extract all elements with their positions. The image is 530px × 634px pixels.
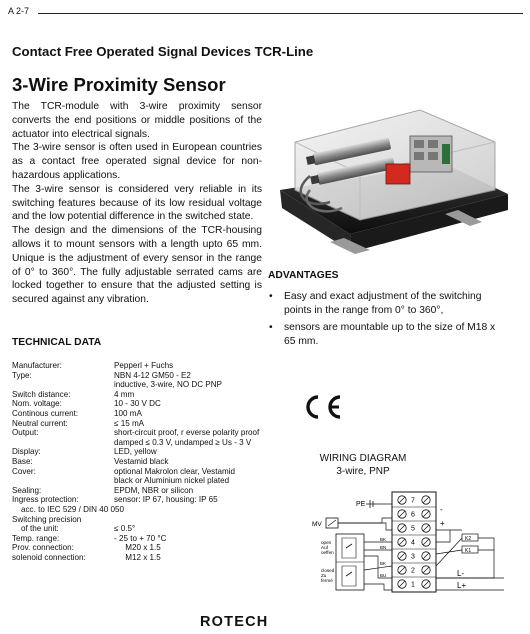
spec-label: acc. to IEC 529 / DIN 40 050 bbox=[12, 504, 125, 514]
spec-label: Display: bbox=[12, 447, 41, 457]
label-auf: Auf bbox=[321, 545, 328, 550]
supply-l-minus: L- bbox=[457, 569, 465, 578]
spec-value: LED, yellow bbox=[114, 447, 157, 457]
wiring-subtitle: 3-wire, PNP bbox=[336, 466, 390, 477]
pe-label: PE bbox=[356, 501, 366, 508]
spec-row bbox=[12, 467, 292, 477]
spec-value: sensor: IP 67, housing: IP 65 bbox=[114, 495, 218, 505]
terminal-number: 6 bbox=[411, 511, 415, 519]
spec-label: Prov. connection: bbox=[12, 543, 74, 553]
spec-row bbox=[12, 361, 292, 371]
technical-data-title: TECHNICAL DATA bbox=[12, 337, 102, 348]
footer-logo: ROTECH bbox=[200, 614, 269, 630]
spec-row bbox=[12, 428, 292, 438]
plus-sign: + bbox=[440, 519, 445, 528]
wire-bk-1: BK bbox=[380, 537, 387, 542]
advantage-text: Easy and exact adjustment of the switching points in the range from 0° to 360°, bbox=[284, 291, 482, 316]
intro-text bbox=[12, 100, 262, 307]
spec-label: Nom. voltage: bbox=[12, 399, 62, 409]
spec-value bbox=[114, 515, 292, 525]
page-title: 3-Wire Proximity Sensor bbox=[12, 74, 226, 95]
spec-row bbox=[12, 476, 292, 486]
spec-label: Ingress protection: bbox=[12, 495, 79, 505]
spec-row bbox=[12, 543, 292, 553]
spec-value: inductive, 3-wire, NO DC PNP bbox=[114, 380, 222, 390]
spec-value: NBN 4-12 GM50 - E2 bbox=[114, 370, 191, 380]
spec-row bbox=[12, 524, 292, 534]
spec-label: Temp. range: bbox=[12, 533, 60, 543]
spec-label: Type: bbox=[12, 370, 32, 380]
spec-value: 10 - 30 V DC bbox=[114, 399, 161, 409]
spec-value: black or Aluminium nickel plated bbox=[114, 476, 230, 486]
bullet-icon: • bbox=[269, 291, 273, 302]
spec-row bbox=[12, 419, 292, 429]
spec-row bbox=[12, 409, 292, 419]
relay-k1: K1 bbox=[465, 548, 472, 554]
label-oeffen: oeffen bbox=[321, 550, 334, 555]
spec-label: Manufacturer: bbox=[12, 361, 62, 370]
spec-value: Pepperl + Fuchs bbox=[114, 361, 174, 370]
terminal-number: 4 bbox=[411, 539, 415, 547]
spec-value: ≤ 15 mA bbox=[114, 418, 145, 428]
label-closed: closed bbox=[321, 568, 335, 573]
spec-row bbox=[12, 505, 292, 515]
spec-value: ≤ 0.5° bbox=[114, 524, 136, 534]
wire-bu: BU bbox=[380, 573, 387, 578]
top-rule bbox=[38, 13, 523, 14]
spec-label: Cover: bbox=[12, 466, 36, 476]
spec-label: Base: bbox=[12, 456, 33, 466]
spec-row bbox=[12, 534, 292, 544]
spec-value: M12 x 1.5 bbox=[114, 552, 161, 562]
spec-value: EPDM, NBR or silicon bbox=[114, 485, 194, 495]
bullet-icon: • bbox=[269, 322, 273, 333]
spec-row bbox=[12, 390, 292, 400]
spec-label: of the unit: bbox=[12, 524, 59, 534]
list-item bbox=[268, 290, 508, 318]
spec-label: Sealing: bbox=[12, 485, 42, 495]
spec-label: Switching precision bbox=[12, 514, 82, 524]
wire-bn: BN bbox=[380, 545, 387, 550]
advantages-title: ADVANTAGES bbox=[268, 270, 339, 281]
intro-paragraph: The 3-wire sensor is often used in European countries as a contact free operated signal device for non-hazardous applications. bbox=[12, 142, 262, 181]
minus-sign: - bbox=[440, 505, 443, 514]
spec-row bbox=[12, 495, 292, 505]
terminal-number: 2 bbox=[411, 567, 415, 575]
intro-paragraph: The TCR-module with 3-wire proximity sensor converts the end positions or middle positions of the actuator into electrical signals. bbox=[12, 101, 262, 140]
spec-label: Continous current: bbox=[12, 408, 79, 418]
label-open: open bbox=[321, 540, 332, 545]
wire-bk-2: BK bbox=[380, 561, 387, 566]
spec-row bbox=[12, 438, 292, 448]
section-heading: Contact Free Operated Signal Devices TCR-Line bbox=[12, 44, 314, 59]
spec-row bbox=[12, 447, 292, 457]
spec-label: Output: bbox=[12, 428, 39, 438]
spec-value: 4 mm bbox=[114, 389, 135, 399]
spec-row bbox=[12, 399, 292, 409]
ce-mark-icon bbox=[298, 392, 346, 422]
spec-value: damped ≤ 0.3 V, undamped ≥ Us - 3 V bbox=[114, 437, 252, 447]
intro-paragraph: The 3-wire sensor is considered very reliable in its switching features because of its low residual voltage and the low potential difference in the switched state. bbox=[12, 183, 262, 223]
wiring-title: WIRING DIAGRAM bbox=[319, 453, 407, 464]
terminal-number: 1 bbox=[411, 581, 415, 589]
label-ferme: fermé bbox=[321, 578, 333, 583]
page-number: A 2-7 bbox=[8, 6, 30, 16]
spec-row bbox=[12, 515, 292, 525]
spec-label bbox=[12, 438, 114, 448]
wiring-diagram bbox=[294, 490, 524, 605]
spec-label bbox=[12, 380, 114, 390]
supply-l-plus: L+ bbox=[457, 581, 467, 590]
product-photo bbox=[270, 102, 520, 262]
spec-label: Switch distance: bbox=[12, 389, 71, 399]
technical-data-table bbox=[12, 361, 292, 562]
spec-label: Neutral current: bbox=[12, 418, 68, 428]
spec-label bbox=[12, 476, 114, 486]
advantages-list bbox=[268, 290, 508, 352]
terminal-number: 7 bbox=[411, 497, 415, 505]
wiring-diagram-title bbox=[305, 452, 421, 478]
spec-label: solenoid connection: bbox=[12, 552, 86, 562]
spec-value: optional Makrolon clear, Vestamid bbox=[114, 466, 236, 476]
label-zu: Zu bbox=[321, 573, 327, 578]
spec-value: short-circuit proof, r everse polarity proof bbox=[114, 428, 260, 438]
spec-value: Vestamid black bbox=[114, 456, 169, 466]
spec-row bbox=[12, 371, 292, 381]
terminal-number: 3 bbox=[411, 553, 415, 561]
mv-label: MV bbox=[312, 521, 322, 528]
spec-row bbox=[12, 380, 292, 390]
advantage-text: sensors are mountable up to the size of M18 x 65 mm. bbox=[284, 322, 496, 347]
list-item bbox=[268, 321, 508, 349]
spec-row bbox=[12, 553, 292, 563]
spec-row bbox=[12, 457, 292, 467]
spec-value: 100 mA bbox=[114, 408, 142, 418]
spec-value: M20 x 1.5 bbox=[114, 543, 161, 553]
spec-value: - 25 to + 70 °C bbox=[114, 533, 167, 543]
spec-value bbox=[114, 505, 292, 515]
spec-row bbox=[12, 486, 292, 496]
intro-paragraph: The design and the dimensions of the TCR-housing allows it to mount sensors with a length upto 65 mm. Unique is the adjustment of every sensor in the range of 0° to 360°. The fully adjustable serrated cams are locked together to ensure that the adjusted setting is secured against any vibration. bbox=[12, 225, 262, 306]
terminal-number: 5 bbox=[411, 525, 415, 533]
relay-k2: K2 bbox=[465, 536, 472, 542]
